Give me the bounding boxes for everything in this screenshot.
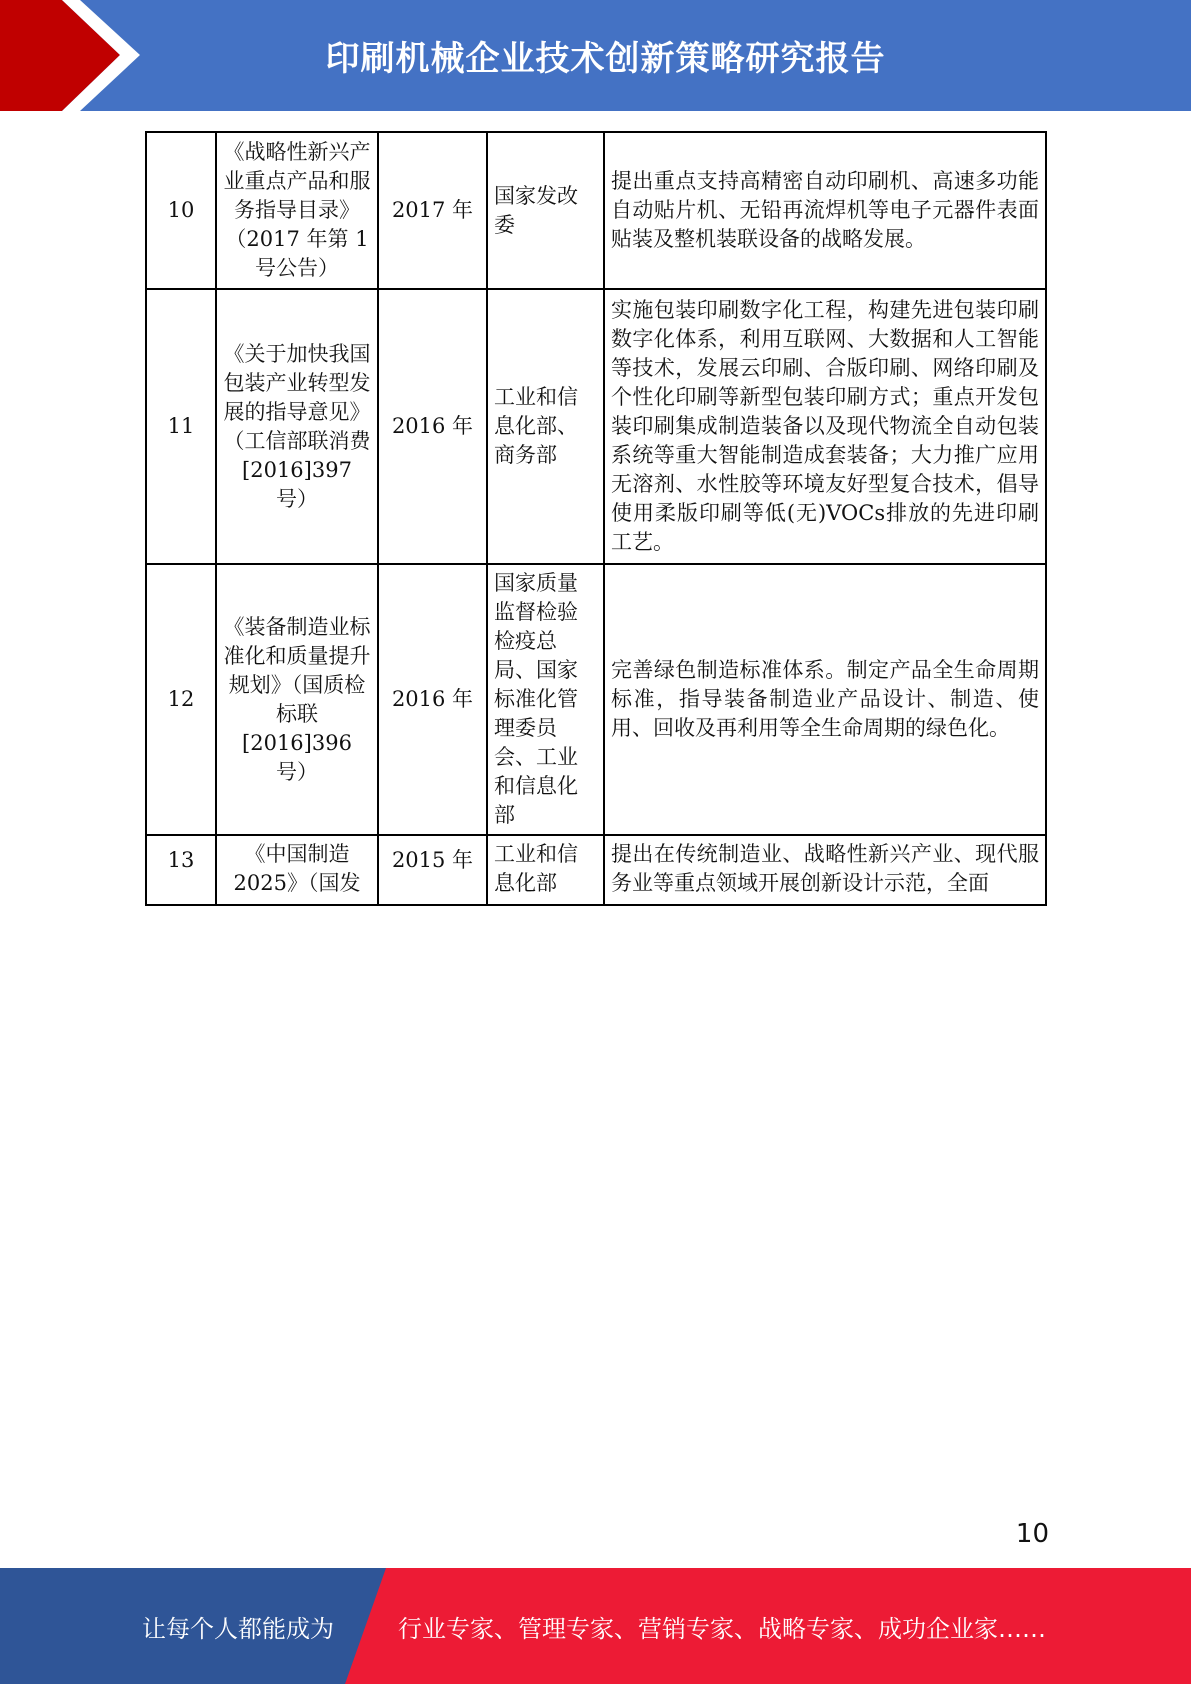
footer-slogan-roles: 行业专家、管理专家、营销专家、战略专家、成功企业家…… [398, 1614, 1046, 1643]
row-number: 10 [146, 132, 216, 289]
row-number: 11 [146, 289, 216, 564]
policy-year: 2015 年 [378, 835, 487, 905]
policy-title: 《关于加快我国包装产业转型发展的指导意见》（工信部联消费[2016]397 号） [216, 289, 378, 564]
policy-content: 实施包装印刷数字化工程，构建先进包装印刷数字化体系，利用互联网、大数据和人工智能等技术，发展云印刷、合版印刷、网络印刷及个性化印刷等新型包装印刷方式；重点开发包装印刷集成制造装备以及现代物流全自动包装系统等重大智能制造成套装备；大力推广应用无溶剂、水性胶等环境友好型复合技术，倡导使用柔版印刷等低(无)VOCs排放的先进印刷工艺。 [604, 289, 1046, 564]
policy-title: 《战略性新兴产业重点产品和服务指导目录》（2017 年第 1 号公告） [216, 132, 378, 289]
report-title: 印刷机械企业技术创新策略研究报告 [325, 39, 886, 79]
policy-year: 2017 年 [378, 132, 487, 289]
policy-title: 《装备制造业标准化和质量提升规划》（国质检标联[2016]396 号） [216, 564, 378, 835]
policy-year: 2016 年 [378, 289, 487, 564]
page-footer [0, 1568, 1191, 1684]
policy-content: 提出重点支持高精密自动印刷机、高速多功能自动贴片机、无铅再流焊机等电子元器件表面贴装及整机装联设备的战略发展。 [604, 132, 1046, 289]
table-row [146, 132, 1046, 289]
table-row [146, 835, 1046, 905]
issuing-department: 国家质量监督检验检疫总局、国家标准化管理委员会、工业和信息化部 [487, 564, 604, 835]
policy-table [145, 131, 1047, 906]
page-header [0, 0, 1191, 111]
issuing-department: 国家发改委 [487, 132, 604, 289]
policy-table-container [145, 131, 1045, 895]
row-number: 12 [146, 564, 216, 835]
issuing-department: 工业和信息化部 [487, 835, 604, 905]
policy-content: 提出在传统制造业、战略性新兴产业、现代服务业等重点领域开展创新设计示范，全面 [604, 835, 1046, 905]
policy-title: 《中国制造2025》（国发 [216, 835, 378, 905]
table-row [146, 564, 1046, 835]
row-number: 13 [146, 835, 216, 905]
footer-slogan-lead: 让每个人都能成为 [142, 1614, 334, 1643]
page-number: 10 [1015, 1519, 1049, 1549]
policy-content: 完善绿色制造标准体系。制定产品全生命周期标准，指导装备制造业产品设计、制造、使用、回收及再利用等全生命周期的绿色化。 [604, 564, 1046, 835]
table-row [146, 289, 1046, 564]
policy-year: 2016 年 [378, 564, 487, 835]
issuing-department: 工业和信息化部、商务部 [487, 289, 604, 564]
